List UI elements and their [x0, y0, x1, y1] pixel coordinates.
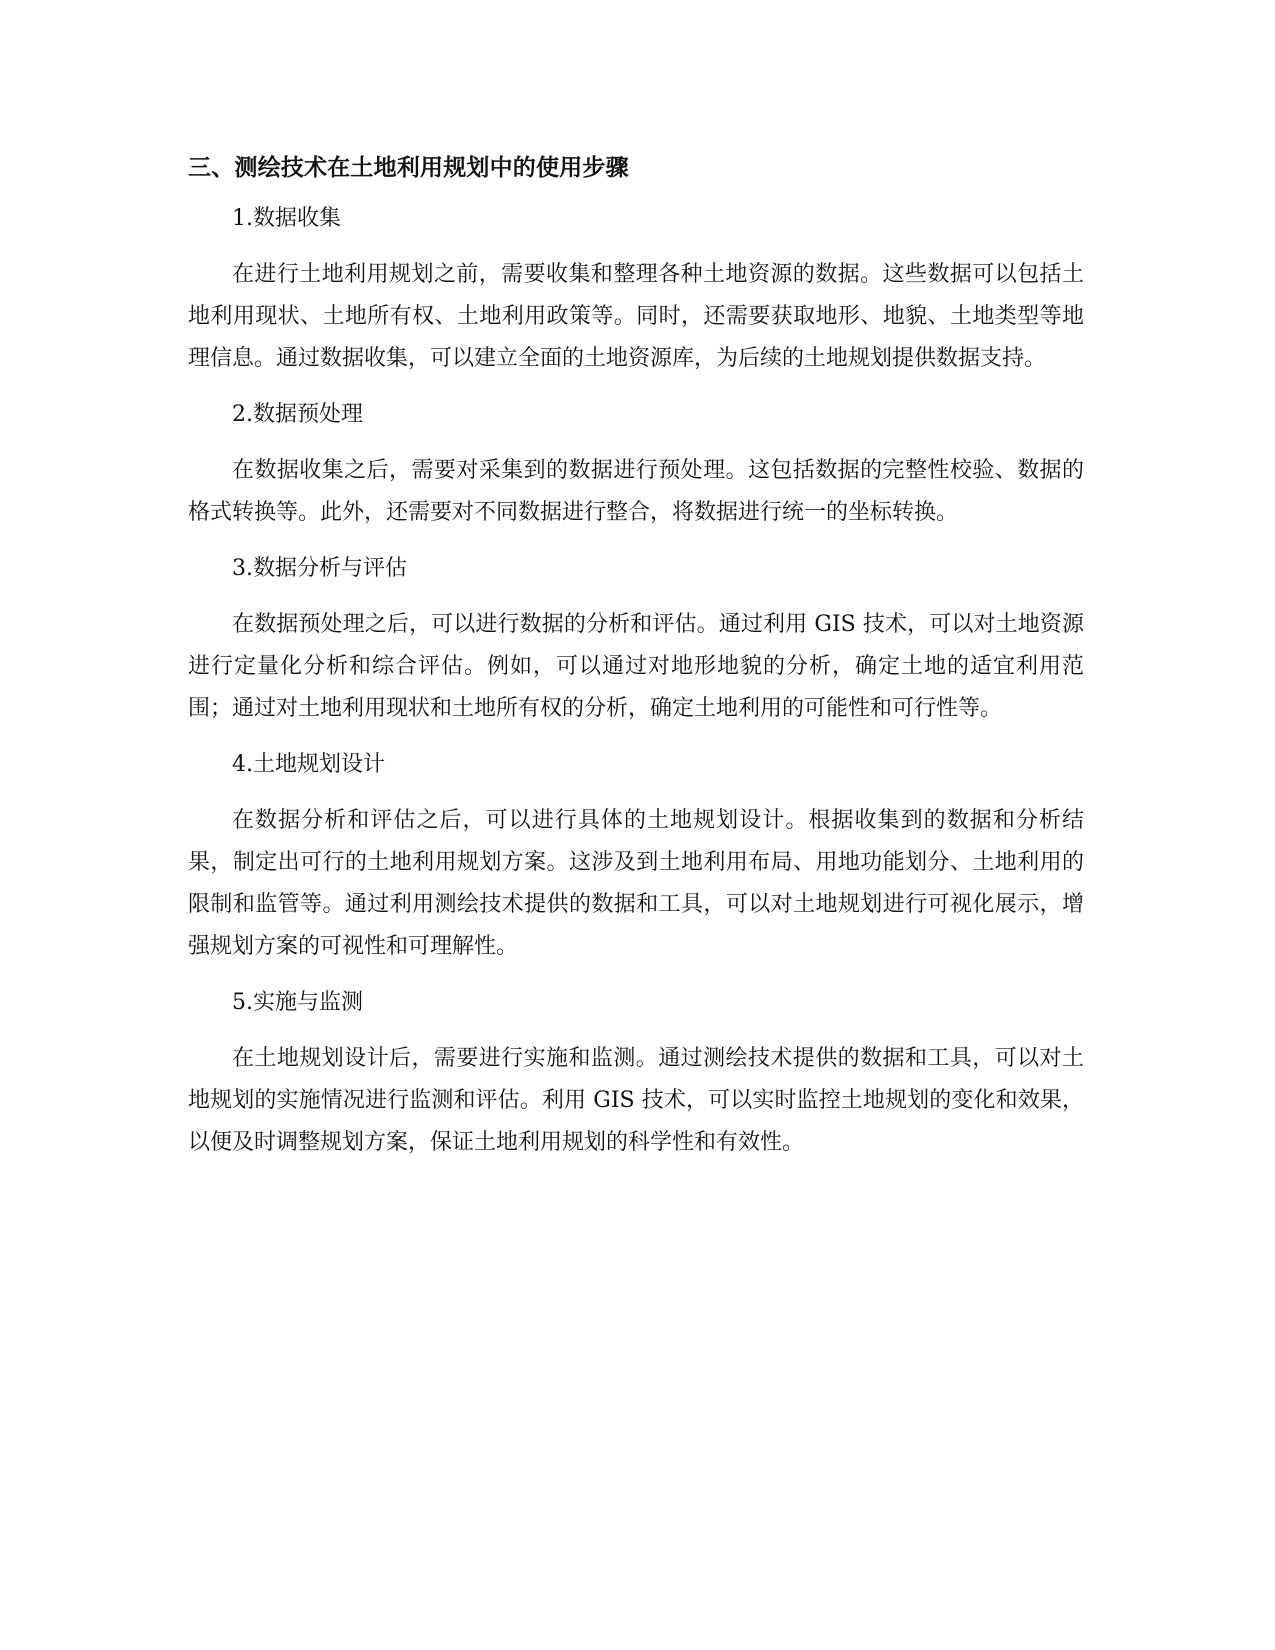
document-content: [188, 150, 1084, 1182]
step-5: [188, 986, 1084, 1164]
step-heading: 2.数据预处理: [232, 402, 363, 427]
section-title: 三、测绘技术在土地利用规划中的使用步骤: [188, 155, 629, 181]
step-paragraph: 在数据分析和评估之后，可以进行具体的土地规划设计。根据收集到的数据和分析结果，制定出可行的土地利用规划方案。这涉及到土地利用布局、用地功能划分、土地利用的限制和监管等。通过利用测绘技术提供的数据和工具，可以对土地规划进行可视化展示，增强规划方案的可视性和可理解性。: [188, 808, 1084, 959]
step-paragraph: 在数据收集之后，需要对采集到的数据进行预处理。这包括数据的完整性校验、数据的格式转换等。此外，还需要对不同数据进行整合，将数据进行统一的坐标转换。: [188, 458, 1084, 525]
step-heading: 3.数据分析与评估: [232, 556, 407, 581]
step-paragraph: 在数据预处理之后，可以进行数据的分析和评估。通过利用 GIS 技术，可以对土地资源进行定量化分析和综合评估。例如，可以通过对地形地貌的分析，确定土地的适宜利用范围；通过对土地利用现状和土地所有权的分析，确定土地利用的可能性和可行性等。: [188, 612, 1084, 721]
step-heading: 4.土地规划设计: [232, 752, 385, 777]
step-paragraph: 在土地规划设计后，需要进行实施和监测。通过测绘技术提供的数据和工具，可以对土地规划的实施情况进行监测和评估。利用 GIS 技术，可以实时监控土地规划的变化和效果，以便及时调整规划方案，保证土地利用规划的科学性和有效性。: [188, 1046, 1084, 1155]
step-heading: 5.实施与监测: [232, 990, 363, 1015]
step-paragraph: 在进行土地利用规划之前，需要收集和整理各种土地资源的数据。这些数据可以包括土地利用现状、土地所有权、土地利用政策等。同时，还需要获取地形、地貌、土地类型等地理信息。通过数据收集，可以建立全面的土地资源库，为后续的土地规划提供数据支持。: [188, 262, 1084, 371]
step-4: [188, 748, 1084, 968]
step-3: [188, 552, 1084, 730]
step-heading: 1.数据收集: [232, 206, 341, 231]
step-2: [188, 398, 1084, 534]
step-1: [188, 202, 1084, 380]
